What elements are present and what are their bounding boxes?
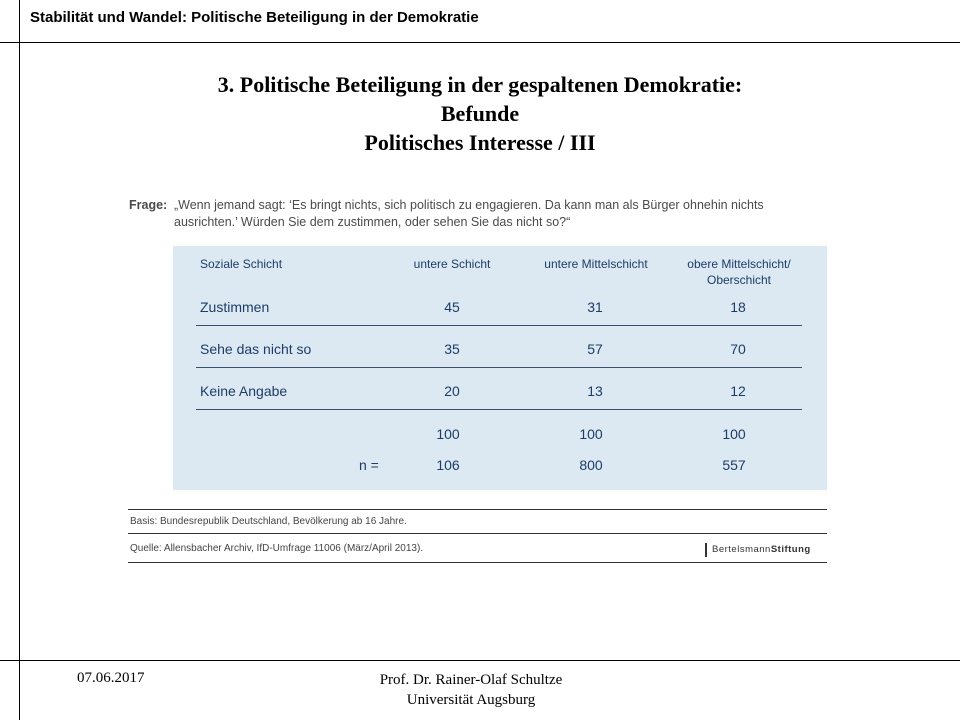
cell-agree-lower: 45 bbox=[444, 299, 460, 315]
cell-n-lower: 106 bbox=[436, 457, 460, 473]
cell-no-answer-upper: 12 bbox=[730, 383, 746, 399]
cell-agree-lower-middle: 31 bbox=[587, 299, 603, 315]
row-label-agree: Zustimmen bbox=[200, 299, 270, 315]
brand-name-part1: Bertelsmann bbox=[712, 544, 771, 555]
column-header-upper-class: obere Mittelschicht/ Oberschicht bbox=[687, 257, 791, 287]
sample-size-label: n = bbox=[359, 457, 379, 473]
cell-disagree-upper: 70 bbox=[730, 341, 746, 357]
column-header-lower-class: untere Schicht bbox=[413, 257, 491, 271]
row-divider bbox=[196, 409, 802, 410]
cell-total-lower-middle: 100 bbox=[579, 426, 603, 442]
bertelsmann-stiftung-logo bbox=[705, 543, 811, 557]
footer-divider bbox=[0, 660, 960, 661]
footer-date: 07.06.2017 bbox=[77, 670, 145, 686]
row-divider bbox=[196, 325, 802, 326]
cell-n-lower-middle: 800 bbox=[579, 457, 603, 473]
footer-author-block bbox=[355, 670, 587, 710]
question-text: „Wenn jemand sagt: ‘Es bringt nichts, sich politisch zu engagieren. Da kann man als Bürger ohnehin nichts ausrichten.’ Würden Sie dem zustimmen, oder sehen Sie das nicht so?“ bbox=[174, 198, 764, 229]
row-label-disagree: Sehe das nicht so bbox=[200, 341, 312, 357]
column-header-lower-middle-class: untere Mittelschicht bbox=[544, 257, 648, 271]
footer-institution: Universität Augsburg bbox=[406, 692, 536, 708]
question-label: Frage: bbox=[129, 198, 168, 212]
cell-disagree-lower: 35 bbox=[444, 341, 460, 357]
cell-no-answer-lower-middle: 13 bbox=[587, 383, 603, 399]
source-note: Quelle: Allensbacher Archiv, IfD-Umfrage 11006 (März/April 2013). bbox=[130, 543, 424, 554]
cell-agree-upper: 18 bbox=[730, 299, 746, 315]
cell-n-upper: 557 bbox=[722, 457, 746, 473]
slide-title-line3: Politisches Interesse / III bbox=[364, 130, 596, 155]
cell-disagree-lower-middle: 57 bbox=[587, 341, 603, 357]
slide-title-line1: 3. Politische Beteiligung in der gespaltenen Demokratie: bbox=[217, 72, 743, 97]
header-title: Stabilität und Wandel: Politische Beteiligung in der Demokratie bbox=[30, 9, 479, 26]
cell-total-lower: 100 bbox=[436, 426, 460, 442]
cell-no-answer-lower: 20 bbox=[444, 383, 460, 399]
footer-author: Prof. Dr. Rainer-Olaf Schultze bbox=[379, 672, 563, 688]
header-divider bbox=[0, 42, 960, 43]
cell-total-upper: 100 bbox=[722, 426, 746, 442]
basis-note: Basis: Bundesrepublik Deutschland, Bevölkerung ab 16 Jahre. bbox=[130, 516, 407, 527]
column-header-social-class: Soziale Schicht bbox=[200, 257, 283, 271]
row-divider bbox=[196, 367, 802, 368]
footnote-divider bbox=[128, 562, 827, 563]
slide-title-line2: Befunde bbox=[440, 101, 520, 126]
footnote-divider bbox=[128, 533, 827, 534]
slide-title bbox=[0, 70, 960, 157]
row-label-no-answer: Keine Angabe bbox=[200, 383, 288, 399]
footnote-divider bbox=[128, 509, 827, 510]
brand-name-part2: Stiftung bbox=[770, 544, 811, 555]
